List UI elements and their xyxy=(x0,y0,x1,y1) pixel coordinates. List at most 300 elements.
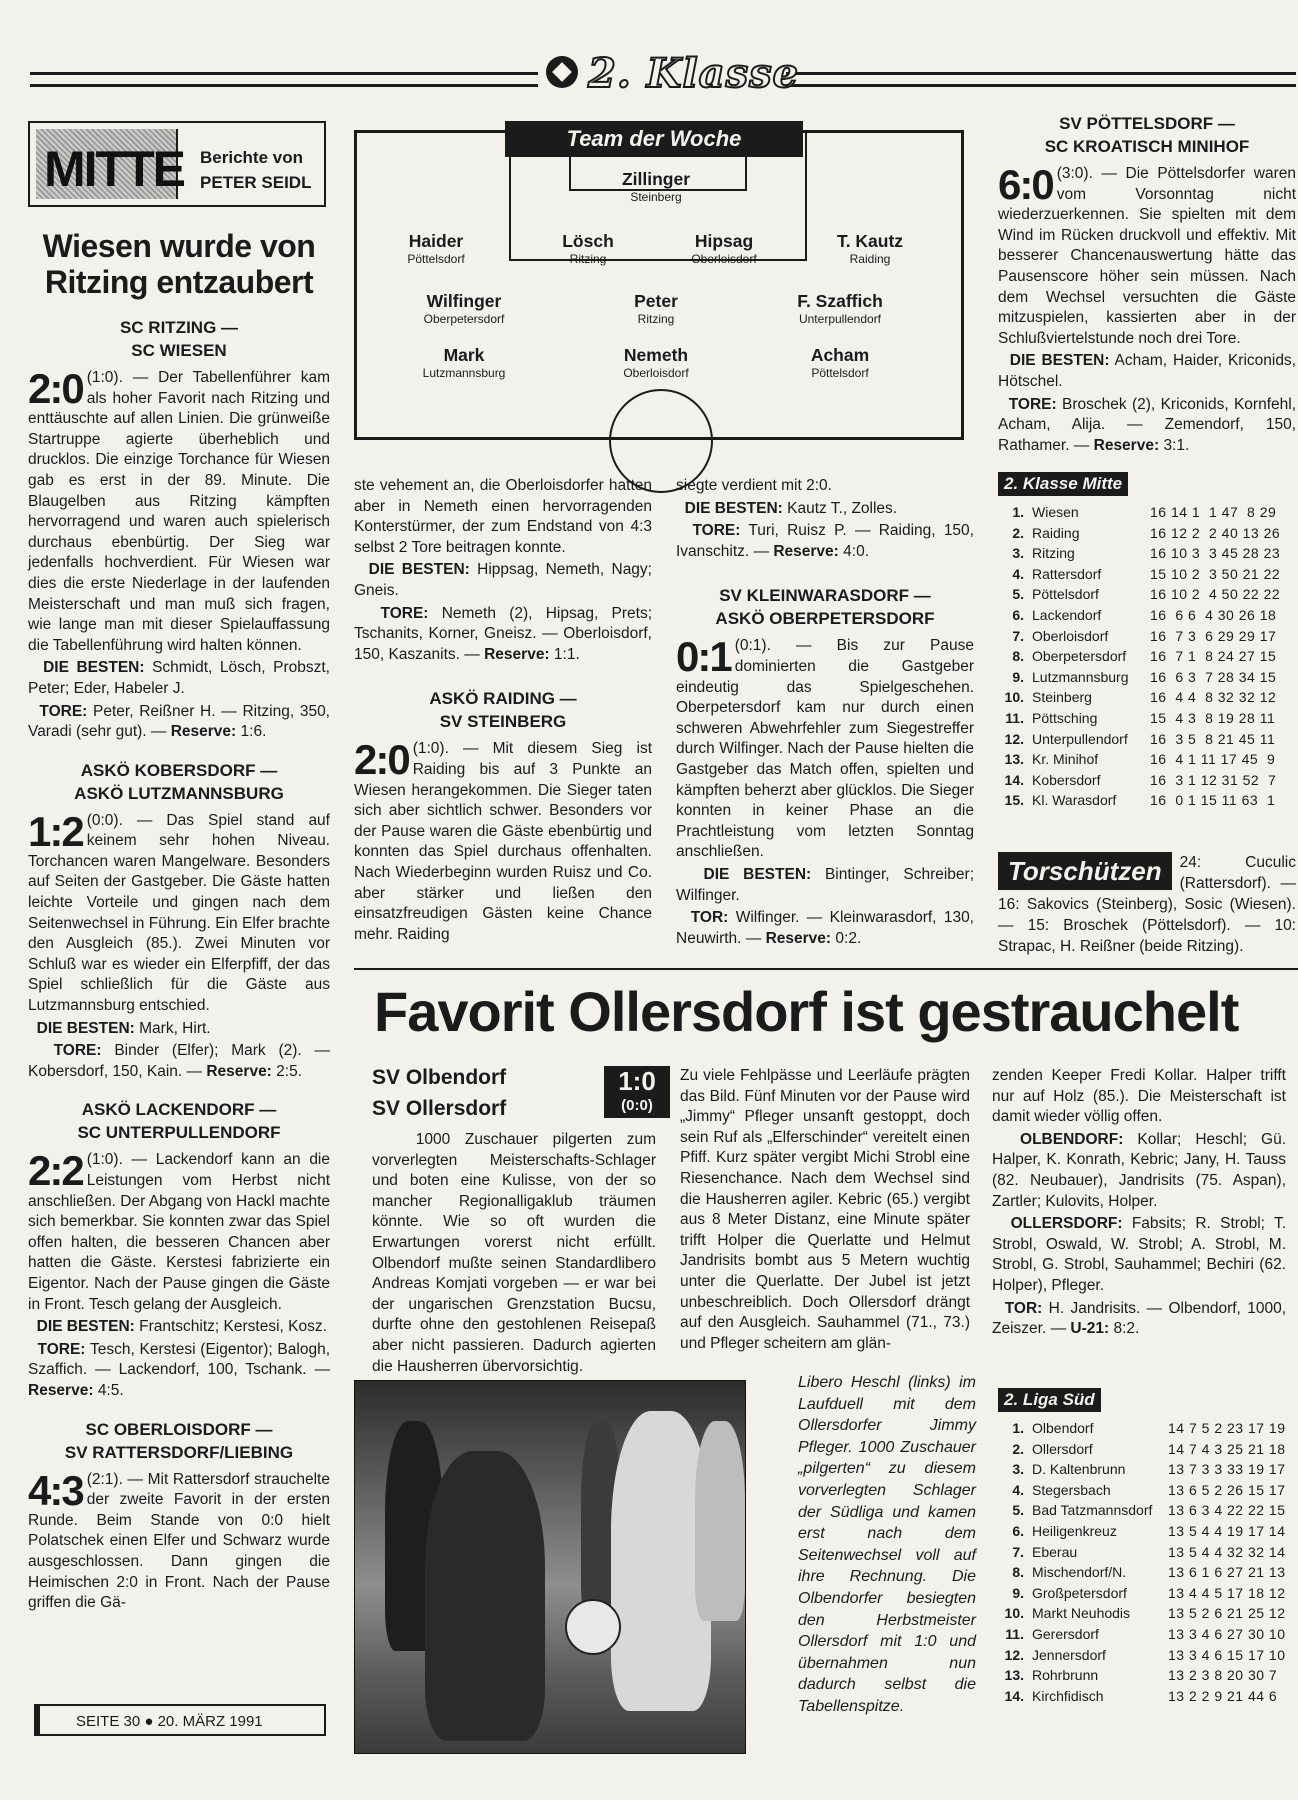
table-stats: 13 6 5 2 26 15 17 xyxy=(1168,1481,1286,1498)
player xyxy=(361,231,511,267)
table-stats: 16 3 5 8 21 45 11 xyxy=(1150,730,1276,747)
table-position: 5. xyxy=(1012,1502,1024,1519)
player-club: Ritzing xyxy=(637,312,675,326)
match-score: 6:0 xyxy=(998,161,1053,208)
table-stats: 16 3 1 12 31 52 7 xyxy=(1150,771,1277,788)
table-position: 15. xyxy=(1004,792,1024,809)
page-footer: SEITE 30 ● 20. MÄRZ 1991 xyxy=(34,1704,326,1736)
table-team: Oberpetersdorf xyxy=(1032,648,1127,665)
photo-player xyxy=(695,1421,745,1621)
match-heading xyxy=(28,759,330,805)
best-players xyxy=(354,560,652,601)
match-teams xyxy=(372,1062,506,1124)
player-name: Wilfinger xyxy=(426,291,502,311)
player-goalkeeper xyxy=(581,169,731,205)
header-rule-left xyxy=(30,72,538,87)
team-of-week-title: Team der Woche xyxy=(505,121,803,157)
table-team: Großpetersdorf xyxy=(1032,1584,1127,1601)
goal-label: TOR: xyxy=(1004,1299,1043,1317)
player-club: Ritzing xyxy=(569,252,607,266)
player xyxy=(581,345,731,381)
reserve-label: Reserve: xyxy=(1093,436,1160,454)
table-team: Markt Neuhodis xyxy=(1032,1605,1131,1622)
table-stats: 13 3 4 6 27 30 10 xyxy=(1168,1625,1286,1642)
table-stats: 16 4 1 11 17 45 9 xyxy=(1150,751,1276,768)
report-text: (1:0). — Mit diesem Sieg ist Raiding bis auf 3 Punkte an Wiesen herangekommen. Die Sieger taten sich aber sichtlich schwer. Besonders vor der Pause waren die Gäste ebenbürtig und konnten das Spiel durchaus offenhalten. Nach Wiederbeginn wurden Ruisz und Co. aber stärker und ließen den einsatzfreudigen Gästen keine Chance mehr. Raiding xyxy=(354,740,652,943)
goals-text: Nemeth (2), Hipsag, Prets; Tschanits, Korner, Gneisz. — Oberloisdorf, 150, Kaszanits. — xyxy=(354,604,652,663)
table-position: 10. xyxy=(1004,689,1024,706)
best-text: Kautz T., Zolles. xyxy=(787,499,898,517)
story-column-3 xyxy=(992,1066,1286,1342)
goals-text: Broschek (2), Kriconids, Kornfehl, Acham, Alija. — Zemendorf, 150, Rathamer. — xyxy=(998,395,1297,454)
player xyxy=(649,231,799,267)
story-text-1: 1000 Zuschauer pilgerten zum vorverlegten Meisterschafts-Schlager und boten eine Kulisse, von der so mancher Regionalligaklub träumen könnte. Wie so oft wurden die Erwartungen vorerst nicht erfüllt. Olbendorf mußte seinen Standardlibero Andreas Komjati vorgeben — er war bei der ungarischen Grenzstation Bucsu, durfte ohne den gestohlenen Reisepaß aber nicht passieren. Dadurch agierten die Hausherren übervorsichtig. xyxy=(372,1131,657,1375)
table-stats: 13 2 3 8 20 30 7 xyxy=(1168,1667,1278,1684)
table-stats: 14 7 5 2 23 17 19 xyxy=(1168,1420,1286,1436)
table-position: 11. xyxy=(1005,1625,1024,1642)
table-stats: 15 4 3 8 19 28 11 xyxy=(1150,709,1276,726)
goals xyxy=(676,521,974,562)
player xyxy=(581,291,731,327)
player-club: Pöttelsdorf xyxy=(407,252,465,266)
report-text: (3:0). — Die Pöttelsdorfer waren vom Vorsonntag nicht wiederzuerkennen. Sie spielten mit dem Wind im Rücken druckvoll und effektiv. Mit besserer Chancenauswertung hätte das Pausenscore höher sein müssen. Nach dem Wechsel versuchten die Gäste mitzuspielen, kassierten aber in der Schlußviertelstunde noch drei Tore. xyxy=(998,165,1296,347)
player-club: Oberpetersdorf xyxy=(423,312,505,326)
reserve-label: Reserve: xyxy=(484,645,550,663)
match-team-2: SC WIESEN xyxy=(131,341,227,360)
table-row xyxy=(998,1562,1296,1583)
match-report xyxy=(28,807,330,1017)
table-position: 3. xyxy=(1012,1461,1024,1478)
section-title: 2. Klasse xyxy=(588,50,800,97)
table-stats: 16 10 2 4 50 22 22 xyxy=(1150,586,1281,603)
goals xyxy=(28,1340,330,1402)
standings-table-sued xyxy=(998,1388,1296,1706)
match-heading xyxy=(676,584,974,630)
best-text: Schmidt, Lösch, Probszt, Peter; Eder, Habeler J. xyxy=(28,659,330,697)
match-team-1: ASKÖ RAIDING — xyxy=(429,689,577,709)
goals-label: TORE: xyxy=(380,604,429,622)
table-position: 3. xyxy=(1012,545,1024,562)
reserve-score: 1:1. xyxy=(553,645,580,663)
match-team-2: ASKÖ LUTZMANNSBURG xyxy=(74,783,284,803)
match-report xyxy=(28,1147,330,1315)
goal-text: H. Jandrisits. — Olbendorf, 1000, Zeiszer. — xyxy=(992,1299,1286,1338)
best-label: DIE BESTEN: xyxy=(36,1019,135,1037)
best-players xyxy=(676,499,974,520)
table-title: 2. Klasse Mitte xyxy=(998,472,1128,496)
table-position: 1. xyxy=(1012,504,1024,520)
table-row xyxy=(998,1418,1296,1439)
reserve-score: 0:2. xyxy=(835,929,862,947)
table-team: D. Kaltenbrunn xyxy=(1032,1461,1126,1478)
match-heading xyxy=(28,1418,330,1464)
table-stats: 13 5 2 6 21 25 12 xyxy=(1168,1605,1286,1622)
table-team: Jennersdorf xyxy=(1032,1646,1106,1663)
table-stats: 16 4 4 8 32 32 12 xyxy=(1150,689,1277,706)
lineup-ollersdorf xyxy=(992,1214,1286,1296)
table-position: 2. xyxy=(1012,524,1024,541)
byline-line-1: Berichte von xyxy=(200,148,303,167)
goals-text: Peter, Reißner H. — Ritzing, 350, Varadi (sehr gut). — xyxy=(28,702,330,741)
table-stats: 16 10 3 3 45 28 23 xyxy=(1150,545,1281,562)
player-name: Peter xyxy=(634,291,678,311)
match-team-1: SC OBERLOISDORF — xyxy=(85,1419,273,1439)
report-text: (2:1). — Mit Rattersdorf strauchelte der zweite Favorit in der ersten Runde. Beim Stande von 0:0 hielt Polatschek einen Elfer und Schwarz wurde ausgeschlossen. Dann gingen die Heimischen 2:0 in Front. Nach der Pause griffen die Gä- xyxy=(28,1470,330,1612)
player-name: Nemeth xyxy=(623,345,689,365)
table-row xyxy=(998,749,1296,770)
table-row xyxy=(998,543,1296,564)
table-stats: 13 6 3 4 22 22 15 xyxy=(1168,1502,1286,1519)
report-text: (0:1). — Bis zur Pause dominierten die Gastgeber eindeutig das Spielgeschehen. Oberpetersdorf kam nur durch einen schweren Abwehrfehler zum Siegestreffer durch Wilfinger. Nach der Pause hielten die Gastgeber das Match offen, spielten und kämpften beherzt aber glücklos. Die Sieger konnten in keiner Phase an die Prachtleistung vom letzten Sonntag anschließen. xyxy=(676,637,974,861)
table-team: Gerersdorf xyxy=(1032,1625,1099,1642)
player-club: Oberloisdorf xyxy=(691,252,757,266)
player-name: Zillinger xyxy=(621,169,691,189)
match-score: 2:0 xyxy=(28,365,83,412)
player-name: T. Kautz xyxy=(836,231,904,251)
match-score: 4:3 xyxy=(28,1466,83,1514)
table-team: Kr. Minihof xyxy=(1032,751,1099,768)
team-of-week xyxy=(354,126,964,440)
table-row xyxy=(998,584,1296,605)
table-position: 1. xyxy=(1012,1420,1024,1436)
region-box xyxy=(28,121,326,207)
lineup-label: OLLERSDORF: xyxy=(1010,1215,1123,1233)
match-report xyxy=(28,1466,330,1614)
match-report xyxy=(28,365,330,656)
player xyxy=(765,345,915,381)
match-team-1: ASKÖ LACKENDORF — xyxy=(81,1100,277,1120)
column-2 xyxy=(354,476,652,947)
goals-label: TORE: xyxy=(39,702,88,720)
table-row xyxy=(998,667,1296,688)
table-position: 14. xyxy=(1004,1687,1024,1704)
match-score: 0:1 xyxy=(676,633,731,681)
table-team: Kobersdorf xyxy=(1032,771,1101,788)
table-stats: 13 3 4 6 15 17 10 xyxy=(1168,1646,1286,1663)
table-team: Oberloisdorf xyxy=(1032,627,1109,644)
table-row xyxy=(998,770,1296,791)
player-club: Steinberg xyxy=(630,190,682,204)
table-team: Raiding xyxy=(1032,524,1080,541)
player-club: Oberloisdorf xyxy=(623,366,689,380)
top-scorers-title: Torschützen xyxy=(998,852,1172,890)
player-name: Acham xyxy=(810,345,870,365)
lineup-olbendorf xyxy=(992,1130,1286,1212)
goals-label: TORE: xyxy=(37,1340,86,1358)
table-team: Ritzing xyxy=(1032,545,1075,562)
byline xyxy=(200,145,311,195)
best-label: DIE BESTEN: xyxy=(1009,352,1110,370)
player-name: F. Szaffich xyxy=(797,291,883,311)
best-text: Hippsag, Nemeth, Nagy; Gneis. xyxy=(354,561,652,599)
table-team: Kl. Warasdorf xyxy=(1032,792,1117,809)
table-stats: 16 7 3 6 29 29 17 xyxy=(1150,627,1277,644)
table-body xyxy=(998,1418,1296,1706)
goals-text: Turi, Ruisz P. — Raiding, 150, Ivanschitz. — xyxy=(676,522,974,560)
table-team: Pöttelsdorf xyxy=(1032,586,1099,603)
table-position: 9. xyxy=(1012,668,1024,685)
match-report xyxy=(354,736,652,945)
report-text: (1:0). — Der Tabellenführer kam als hoher Favorit nach Ritzing und enttäuschte auf allen Linien. Die grünweiße Startruppe agierte überheblich und drucklos. Die einzige Torchance für Wiesen gab es erst in der 89. Minute. Die Blaugelben aus Ritzing kämpften hervorragend und waren auch spielerisch durchaus ebenbürtig. Der Sieg war jedenfalls hochverdient. Für Wiesen war dies die erste Niederlage in der laufenden Meisterschaft und man muß sich fragen, wie lange man mit dieser Spielauffassung die Tabellenführung wird halten können. xyxy=(28,369,330,654)
table-position: 7. xyxy=(1012,627,1024,644)
table-team: Kirchfidisch xyxy=(1032,1687,1104,1704)
reserve-score: 1:6. xyxy=(240,723,267,741)
best-players xyxy=(28,1019,330,1040)
table-team: Unterpullendorf xyxy=(1032,730,1128,747)
table-team: Bad Tatzmannsdorf xyxy=(1032,1502,1153,1519)
table-position: 12. xyxy=(1004,1646,1024,1663)
goals-label: TORE: xyxy=(53,1042,102,1060)
match-team-1: ASKÖ KOBERSDORF — xyxy=(80,760,278,780)
reserve-label: Reserve: xyxy=(206,1062,272,1080)
story-text-3: zenden Keeper Fredi Kollar. Halper trifft nur auf Holz (85.). Die Meisterschaft ist damit wieder völlig offen. xyxy=(992,1067,1286,1126)
player xyxy=(389,291,539,327)
header-rule-right xyxy=(786,72,1296,87)
player-club: Unterpullendorf xyxy=(798,312,882,326)
table-stats: 13 4 4 5 17 18 12 xyxy=(1168,1584,1286,1601)
match-score: 2:0 xyxy=(354,736,409,784)
table-team: Steinberg xyxy=(1032,689,1092,706)
match-team-1: SC RITZING — xyxy=(119,318,239,337)
table-row xyxy=(998,1459,1296,1480)
u21-label: U-21: xyxy=(1070,1320,1110,1338)
report-text: (0:0). — Das Spiel stand auf keinem sehr hohen Niveau. Torchancen waren Mangelware. Besonders auf Seiten der Gastgeber. Die Gäste hatten leichte Vorteile und gingen nach dem Seitenwechsel in Führung. Ein Elfer brachte den Ausgleich (85.). Zwei Minuten vor Schluß war es wieder ein Elferpfiff, der das Spiel schließlich für die Gäste aus Lutzmannsburg entschied. xyxy=(28,811,330,1015)
story-text-2: Zu viele Fehlpässe und Leerläufe prägten das Bild. Fünf Minuten vor der Pause wird „Jimmy“ Pfleger unsanft gestoppt, doch sein Ruf als „Elferschinder“ vereitelt einen Pfiff. Kurz später vergibt Michi Strobl eine Riesenchance. Nach dem Wechsel sind die Hausherren agiler. Kebric (65.) vergibt aus 8 Meter Distanz, eine Minute später trifft Holper die Querlatte und Helmut Jandrisits bombt aus 5 Metern wuchtig unter die Querlatte. Der Jubel ist jetzt unbeschreiblich. Doch Ollersdorf drängt auf den Ausgleich. Sauhammel (71., 73.) und Pfleger scheitern am glän- xyxy=(680,1067,970,1352)
goals xyxy=(998,395,1296,457)
match-heading xyxy=(28,316,330,362)
table-position: 11. xyxy=(1005,709,1024,726)
lineup-text: Kollar; Heschl; Gü. Halper, K. Konrath, Kebric; Jany, H. Tauss (82. Neubauer), Jandrisits (75. Aspan), Zartler; Kulovits, Holper. xyxy=(992,1130,1286,1210)
table-row xyxy=(998,1583,1296,1604)
match-team-2: SC UNTERPULLENDORF xyxy=(77,1123,281,1143)
table-stats: 16 6 3 7 28 34 15 xyxy=(1150,668,1277,685)
best-label: DIE BESTEN: xyxy=(368,561,470,579)
table-team: Stegersbach xyxy=(1032,1481,1111,1498)
player-name: Hipsag xyxy=(694,231,754,251)
region-label: MITTE xyxy=(44,141,184,197)
top-scorers-text: 24: Cuculic (Rattersdorf). — 16: Sakovics (Steinberg), Sosic (Wiesen). — 15: Broschek (Pöttelsdorf). — 10: Strapac, H. Reißner (beide Ritzing). xyxy=(998,854,1296,955)
report-text: (1:0). — Lackendorf kann an die Leistungen vom Herbst nicht anschließen. Der Abgang von Hackl machte sich bemerkbar. Sie konnten zwar das Spiel offen halten, die besseren Chancen aber hatten die Gäste. Kerstesi fabrizierte ein Eigentor. Nach der Pause gingen die Gäste in Front. Tesch gelang der Ausgleich. xyxy=(28,1151,330,1313)
goal-info xyxy=(992,1299,1286,1340)
best-label: DIE BESTEN: xyxy=(684,499,783,517)
goals-label: TORE: xyxy=(692,522,741,540)
best-players xyxy=(676,865,974,906)
table-position: 10. xyxy=(1004,1605,1024,1622)
table-title: 2. Liga Süd xyxy=(998,1388,1101,1412)
table-position: 12. xyxy=(1004,730,1024,747)
halftime-score: (0:0) xyxy=(621,1097,653,1114)
story-column-1 xyxy=(372,1130,656,1379)
table-row xyxy=(998,564,1296,585)
table-row xyxy=(998,729,1296,750)
match-team-2: SV STEINBERG xyxy=(439,712,567,732)
goals-text: Tesch, Kerstesi (Eigentor); Balogh, Szaffich. — Lackendorf, 100, Tschank. — xyxy=(28,1340,330,1379)
football-icon xyxy=(546,56,578,88)
goals-text: Wilfinger. — Kleinwarasdorf, 130, Neuwirth. — xyxy=(676,909,974,947)
table-row xyxy=(998,1624,1296,1645)
table-team: Wiesen xyxy=(1032,504,1079,520)
table-stats: 13 5 4 4 19 17 14 xyxy=(1168,1522,1286,1539)
match-team-2: SC KROATISCH MINIHOF xyxy=(1044,137,1250,156)
match-team-2: ASKÖ OBERPETERSDORF xyxy=(715,609,935,629)
table-team: Olbendorf xyxy=(1032,1420,1094,1436)
reserve-score: 3:1. xyxy=(1163,436,1190,454)
reserve-label: Reserve: xyxy=(170,723,237,741)
player xyxy=(765,291,915,327)
table-stats: 16 6 6 4 30 26 18 xyxy=(1150,606,1277,623)
table-position: 5. xyxy=(1012,586,1024,603)
goals xyxy=(28,702,330,743)
table-team: Eberau xyxy=(1032,1543,1078,1560)
best-players xyxy=(998,351,1296,392)
table-position: 8. xyxy=(1012,648,1024,665)
byline-line-2: PETER SEIDL xyxy=(200,173,312,192)
reserve-score: 4:5. xyxy=(97,1381,124,1399)
table-team: Rohrbrunn xyxy=(1032,1667,1099,1684)
table-stats: 15 10 2 3 50 21 22 xyxy=(1150,565,1281,582)
table-team: Rattersdorf xyxy=(1032,565,1102,582)
goals-label: TORE: xyxy=(1008,395,1057,413)
goals xyxy=(354,604,652,666)
table-stats: 16 12 2 2 40 13 26 xyxy=(1150,524,1281,541)
player xyxy=(795,231,945,267)
table-position: 9. xyxy=(1012,1584,1024,1601)
best-players xyxy=(28,1317,330,1338)
match-photo xyxy=(354,1380,746,1754)
table-stats: 13 6 1 6 27 21 13 xyxy=(1168,1564,1286,1581)
table-row xyxy=(998,626,1296,647)
match-heading xyxy=(354,687,652,733)
table-row xyxy=(998,1439,1296,1460)
reserve-score: 4:0. xyxy=(843,542,870,560)
table-position: 7. xyxy=(1012,1543,1024,1560)
best-text: Mark, Hirt. xyxy=(139,1019,211,1037)
column-3 xyxy=(676,476,974,951)
best-text: Bintinger, Schreiber; Wilfinger. xyxy=(676,865,975,904)
reserve-label: Reserve: xyxy=(28,1381,94,1399)
table-row xyxy=(998,1603,1296,1624)
table-position: 13. xyxy=(1004,751,1024,768)
column-4 xyxy=(998,108,1296,458)
table-team: Mischendorf/N. xyxy=(1032,1564,1127,1581)
reserve-label: Reserve: xyxy=(773,542,839,560)
match-team-2: SV RATTERSDORF/LIEBING xyxy=(64,1442,294,1462)
table-row xyxy=(998,1500,1296,1521)
reserve-label: Reserve: xyxy=(765,929,832,947)
region-badge xyxy=(36,129,184,199)
table-row xyxy=(998,790,1296,811)
headline-ollersdorf: Favorit Ollersdorf ist gestrauchelt xyxy=(374,980,1239,1043)
standings-table-mitte xyxy=(998,472,1296,811)
table-position: 13. xyxy=(1004,1667,1024,1684)
match-heading xyxy=(28,1098,330,1144)
team-home: SV Olbendorf xyxy=(372,1066,507,1089)
table-stats: 13 7 3 3 33 19 17 xyxy=(1168,1461,1286,1478)
table-team: Lutzmannsburg xyxy=(1032,668,1129,685)
best-label: DIE BESTEN: xyxy=(703,865,812,883)
table-stats: 13 5 4 4 32 32 14 xyxy=(1168,1543,1286,1560)
table-position: 2. xyxy=(1012,1440,1024,1457)
story-top-rule xyxy=(354,968,1298,970)
best-text: Frantschitz; Kerstesi, Kosz. xyxy=(139,1318,327,1336)
player xyxy=(389,345,539,381)
best-label: DIE BESTEN: xyxy=(43,659,145,677)
match-score: 1:2 xyxy=(28,807,83,855)
u21-score: 8:2. xyxy=(1113,1320,1140,1338)
table-row xyxy=(998,523,1296,544)
story-column-2 xyxy=(680,1066,970,1356)
table-position: 4. xyxy=(1012,1481,1024,1498)
score-box xyxy=(604,1066,670,1118)
table-team: Lackendorf xyxy=(1032,606,1102,623)
table-position: 14. xyxy=(1004,771,1024,788)
report-continuation: siegte verdient mit 2:0. xyxy=(676,477,832,494)
table-row xyxy=(998,646,1296,667)
lineup-label: OLBENDORF: xyxy=(1020,1130,1124,1148)
table-position: 6. xyxy=(1012,606,1024,623)
goals xyxy=(28,1041,330,1082)
player-club: Raiding xyxy=(849,252,891,266)
goals-text: Binder (Elfer); Mark (2). — Kobersdorf, 150, Kain. — xyxy=(28,1042,330,1080)
table-row xyxy=(998,708,1296,729)
match-heading xyxy=(998,112,1296,158)
table-row xyxy=(998,1686,1296,1707)
table-stats: 13 2 2 9 21 44 6 xyxy=(1168,1687,1278,1704)
table-row xyxy=(998,1521,1296,1542)
team-away: SV Ollersdorf xyxy=(372,1097,507,1120)
player-club: Lutzmannsburg xyxy=(422,366,506,380)
best-players xyxy=(28,658,330,699)
goals xyxy=(676,908,974,949)
table-row xyxy=(998,687,1296,708)
final-score: 1:0 xyxy=(618,1066,656,1096)
photo-caption: Libero Heschl (links) im Laufduell mit dem Ollersdorfer Jimmy Pfleger. 1000 Zuschauer „pilgerten“ zu diesem vorverlegten Schlager der Südliga und kamen erst nach dem Seitenwechsel voll auf ihre Rechnung. Die Olbendorfer besiegten den Herbstmeister Ollersdorf mit 1:0 und übernahmen nun dadurch selbst die Tabellenspitze. xyxy=(798,1374,976,1715)
player-name: Mark xyxy=(443,345,485,365)
table-stats: 16 14 1 1 47 8 29 xyxy=(1150,504,1277,520)
table-team: Ollersdorf xyxy=(1032,1440,1093,1457)
table-stats: 16 0 1 15 11 63 1 xyxy=(1150,792,1276,809)
top-scorers xyxy=(998,852,1296,957)
table-position: 8. xyxy=(1012,1564,1024,1581)
table-team: Heiligenkreuz xyxy=(1032,1522,1117,1539)
match-team-1: SV PÖTTELSDORF — xyxy=(1059,114,1235,133)
column-1 xyxy=(28,224,330,1616)
table-row xyxy=(998,502,1296,523)
table-row xyxy=(998,1542,1296,1563)
lineup-text: Fabsits; R. Strobl; T. Strobl, Oswald, W. Strobl; A. Strobl, M. Strobl, G. Strobl, Sauhammel; Bechiri (62. Holper), Pfleger. xyxy=(992,1215,1286,1294)
story-text xyxy=(372,1130,656,1377)
player-name: Lösch xyxy=(562,231,614,251)
match-score: 2:2 xyxy=(28,1147,83,1195)
player-club: Pöttelsdorf xyxy=(811,366,869,380)
best-label: DIE BESTEN: xyxy=(36,1318,135,1336)
player-name: Haider xyxy=(408,231,464,251)
goals-label: TOR: xyxy=(690,909,729,927)
table-row xyxy=(998,1665,1296,1686)
photo-ball xyxy=(565,1599,621,1655)
table-position: 6. xyxy=(1012,1522,1024,1539)
reserve-score: 2:5. xyxy=(276,1062,303,1080)
match-report xyxy=(998,161,1296,349)
table-row xyxy=(998,1645,1296,1666)
match-team-1: SV KLEINWARASDORF — xyxy=(719,586,931,606)
table-team: Pöttsching xyxy=(1032,709,1098,726)
report-continuation: ste vehement an, die Oberloisdorfer hatten aber in Nemeth einen hervorragenden Konterstürmer, der zum Endstand von 4:3 selbst 2 Tore beitragen konnte. xyxy=(354,477,652,556)
photo-player xyxy=(425,1451,545,1741)
table-stats: 14 7 4 3 25 21 18 xyxy=(1168,1440,1286,1457)
table-stats: 16 7 1 8 24 27 15 xyxy=(1150,648,1277,665)
table-body xyxy=(998,502,1296,811)
